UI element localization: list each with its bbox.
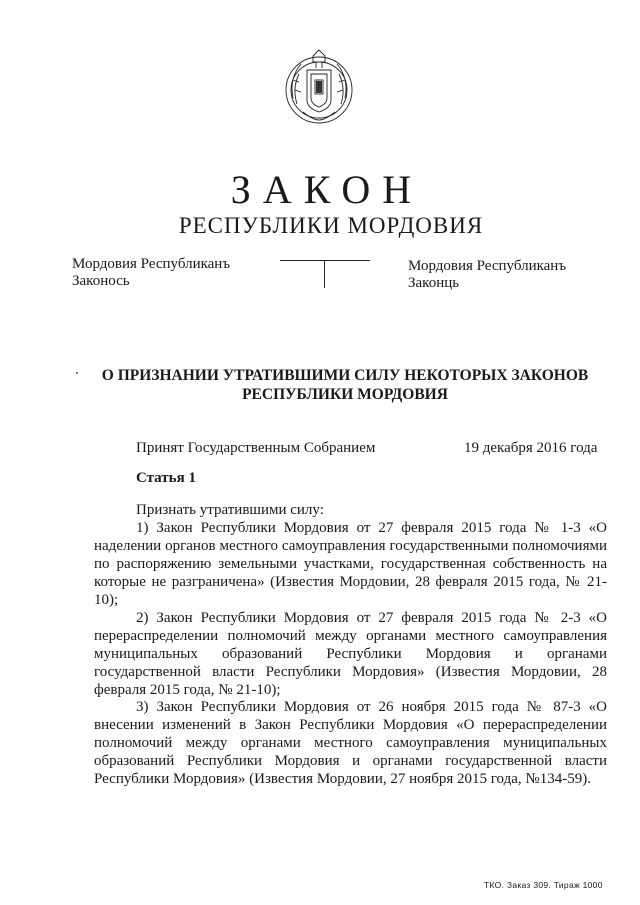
moksha-caption-left xyxy=(72,256,230,290)
law-title-line-1: О ПРИЗНАНИИ УТРАТИВШИМИ СИЛУ НЕКОТОРЫХ ЗАКОНОВ xyxy=(101,367,589,384)
article-item-3: 3) Закон Республики Мордовия от 26 ноября 2015 года № 87-3 «О внесении изменений в Закон Республики Мордовия «О перераспределении полномочий между органами местного самоуправления муниципальных образований Республики Мордовия и органами государственной власти Республики Мордовия» (Известия Мордовии, 27 ноября 2015 года, №134-59). xyxy=(94,699,607,787)
article-heading: Статья 1 xyxy=(136,470,196,486)
erzya-caption-right xyxy=(408,258,566,292)
emblem-icon xyxy=(283,48,355,126)
caption-right-line-2: Законць xyxy=(408,275,460,291)
header-divider-vertical xyxy=(324,260,325,288)
coat-of-arms-emblem xyxy=(283,48,355,126)
article-item-1: 1) Закон Республики Мордовия от 27 февраля 2015 года № 1-3 «О наделении органов местного самоуправления государственными полномочиями по распоряжению земельными участками, государственная собственность на которые не разграничена» (Известия Мордовии, 28 февраля 2015 года, № 21-10); xyxy=(94,520,607,608)
law-title-line-2: РЕСПУБЛИКИ МОРДОВИЯ xyxy=(242,386,448,403)
law-title xyxy=(100,366,590,404)
document-title: ЗАКОН xyxy=(230,167,424,212)
caption-left-line-1: Мордовия Республиканъ xyxy=(72,256,231,272)
adopted-date: 19 декабря 2016 года xyxy=(464,440,598,456)
article-intro: Признать утратившими силу: xyxy=(136,502,324,518)
caption-right-line-1: Мордовия Республиканъ xyxy=(408,258,567,274)
document-subtitle: РЕСПУБЛИКИ МОРДОВИЯ xyxy=(178,213,484,238)
adopted-by-label: Принят Государственным Собранием xyxy=(136,440,376,456)
caption-left-line-2: Законось xyxy=(72,273,130,289)
scan-speck xyxy=(76,372,78,374)
article-item-2: 2) Закон Республики Мордовия от 27 февраля 2015 года № 2-3 «О перераспределении полномочий между органами местного самоуправления муниципальных образований Республики Мордовия и органами государственной власти Республики Мордовия» (Известия Мордовии, 28 февраля 2015 года, № 21-10); xyxy=(94,610,607,698)
print-info-footer: ТКО. Заказ 309. Тираж 1000 xyxy=(484,880,603,890)
header-divider-horizontal xyxy=(280,260,370,261)
